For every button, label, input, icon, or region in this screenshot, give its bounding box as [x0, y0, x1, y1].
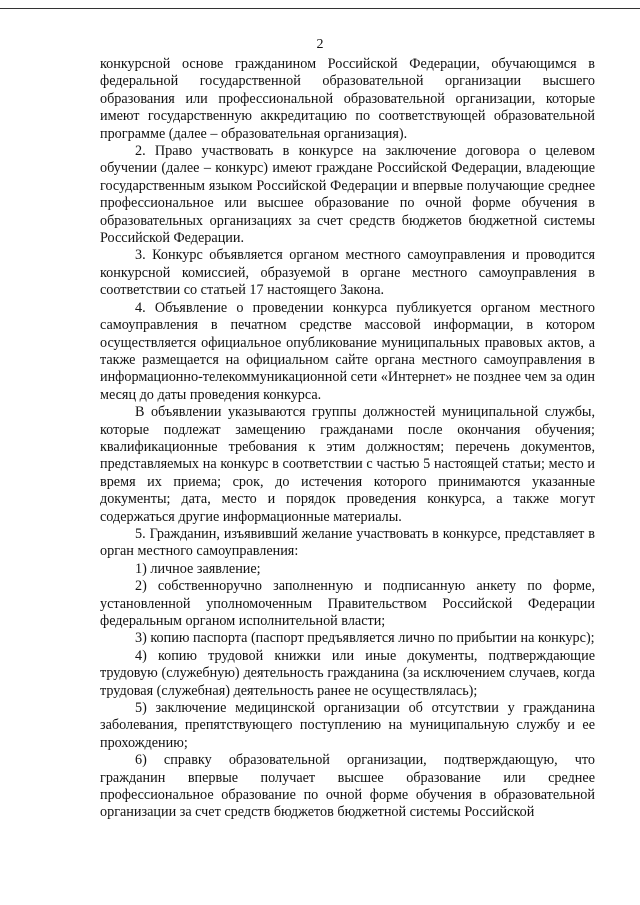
paragraph-continuation: конкурсной основе гражданином Российской Федерации, обучающимся в федеральной государственной образовательной организации высшего образования или профессиональной образовательной организации, которые имеют государственную аккредитацию по соответствующей образовательной программе (далее – образовательная организация).	[100, 56, 595, 142]
list-item-6: 6) справку образовательной организации, подтверждающую, что гражданин впервые получает высшее образование или среднее профессиональное образование по очной форме обучения в образовательной организации за счет средств бюджетов бюджетной системы Российской	[100, 752, 595, 821]
list-item-1: 1) личное заявление;	[135, 560, 261, 577]
list-item-2: 2) собственноручно заполненную и подписанную анкету по форме, установленной уполномоченным Правительством Российской Федерации федеральным органом исполнительной власти;	[100, 578, 595, 629]
list-item-4: 4) копию трудовой книжки или иные документы, подтверждающие трудовую (служебную) деятельность гражданина (за исключением случаев, когда трудовая (служебная) деятельность ранее не осуществлялась);	[100, 647, 595, 699]
paragraph-item-5: 5. Гражданин, изъявивший желание участвовать в конкурсе, представляет в орган местного самоуправления:	[100, 525, 595, 560]
page-number: 2	[316, 37, 324, 52]
list-item-3: 3) копию паспорта (паспорт предъявляется лично по прибытии на конкурс);	[135, 630, 595, 647]
paragraph-item-3: 3. Конкурс объявляется органом местного самоуправления и проводится конкурсной комиссией, образуемой в органе местного самоуправления в соответствии со статьей 17 настоящего Закона.	[100, 247, 595, 299]
paragraph-item-4: 4. Объявление о проведении конкурса публикуется органом местного самоуправления в печатном средстве массовой информации, в котором осуществляется официальное опубликование муниципальных правовых актов, а также размещается на официальном сайте органа местного самоуправления в информационно-телекоммуникационной сети «Интернет» не позднее чем за один месяц до даты проведения конкурса.	[100, 299, 595, 403]
paragraph-item-2: 2. Право участвовать в конкурсе на заключение договора о целевом обучении (далее – конкурс) имеют граждане Российской Федерации, владеющие государственным языком Российской Федерации и впервые получающие среднее профессиональное или высшее образование по очной форме обучения в образовательных организациях за счет средств бюджетов бюджетной системы Российской Федерации.	[100, 143, 595, 247]
paragraph-announcement: В объявлении указываются группы должностей муниципальной службы, которые подлежат замещению гражданами после окончания обучения; квалификационные требования к этим должностям; перечень документов, представляемых на конкурс в соответствии с частью 5 настоящей статьи; место и время их приема; срок, до истечения которого принимаются указанные документы; дата, место и порядок проведения конкурса, а также могут содержаться другие информационные материалы.	[100, 404, 595, 525]
list-item-5: 5) заключение медицинской организации об отсутствии у гражданина заболевания, препятствующего поступлению на муниципальную службу и ее прохождению;	[100, 700, 595, 751]
top-scan-rule	[0, 8, 640, 10]
document-body	[100, 56, 595, 822]
